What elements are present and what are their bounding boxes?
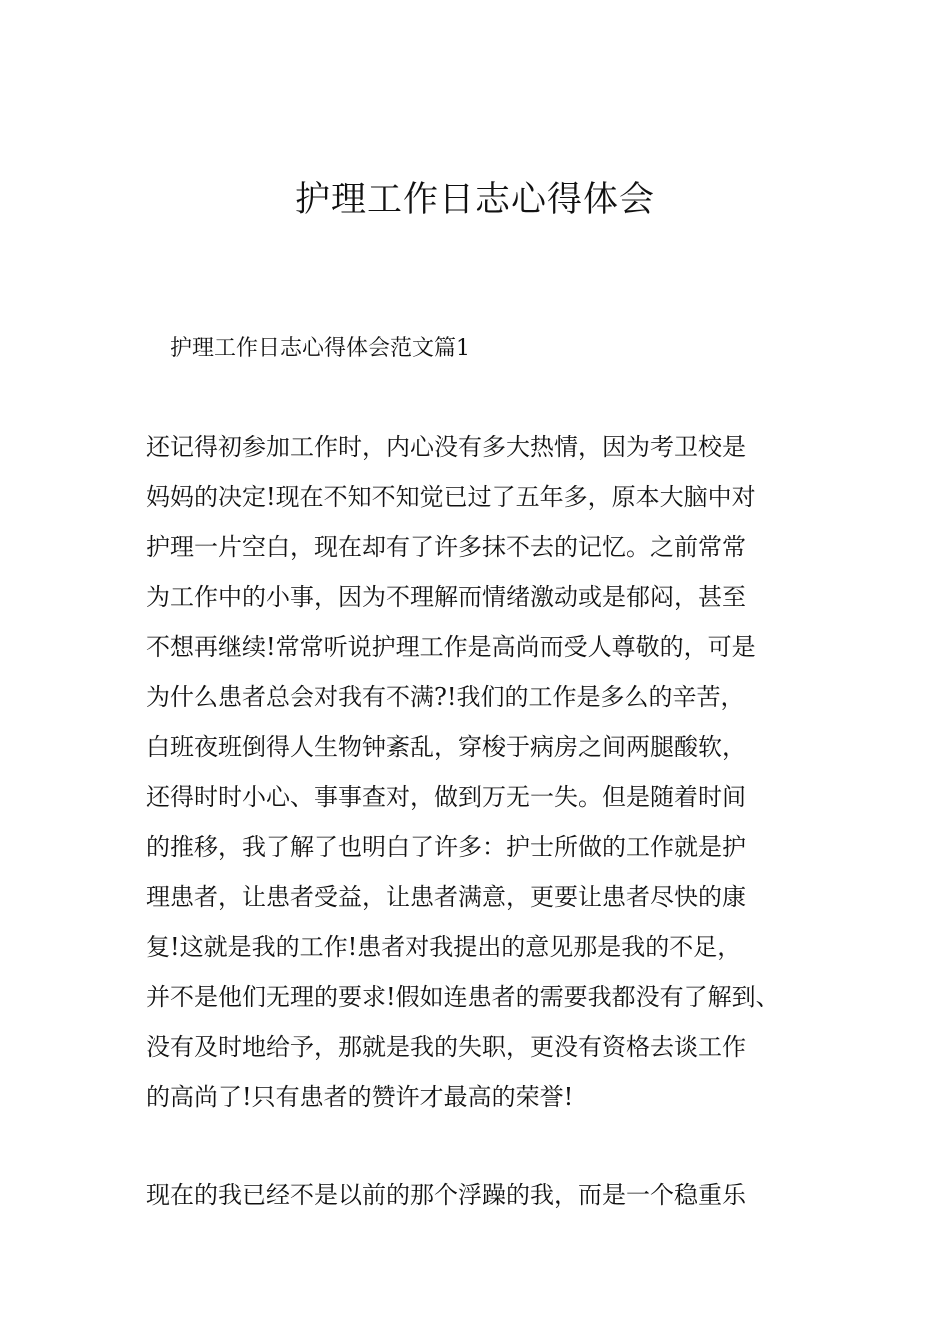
paragraph-line: 还得时时小心、事事查对，做到万无一失。但是随着时间 [146,783,746,811]
paragraph-line: 护理一片空白，现在却有了许多抹不去的记忆。之前常常 [146,533,746,561]
paragraph-1 [146,422,826,1122]
paragraph-line: 没有及时地给予，那就是我的失职，更没有资格去谈工作 [146,1033,746,1061]
paragraph-line: 的高尚了!只有患者的赞许才最高的荣誉! [146,1083,574,1111]
paragraph-line: 为工作中的小事，因为不理解而情绪激动或是郁闷，甚至 [146,583,746,611]
paragraph-line: 妈妈的决定!现在不知不知觉已过了五年多，原本大脑中对 [146,483,756,511]
paragraph-line: 的推移，我了解了也明白了许多：护士所做的工作就是护 [146,833,746,861]
section-heading: 护理工作日志心得体会范文篇1 [170,336,470,361]
document-title: 护理工作日志心得体会 [294,180,655,220]
paragraph-line: 不想再继续!常常听说护理工作是高尚而受人尊敬的，可是 [146,633,756,661]
paragraph-line: 还记得初参加工作时，内心没有多大热情，因为考卫校是 [146,433,746,461]
paragraph-line: 为什么患者总会对我有不满?!我们的工作是多么的辛苦， [146,683,745,711]
paragraph-line: 现在的我已经不是以前的那个浮躁的我，而是一个稳重乐 [146,1181,746,1209]
paragraph-line: 复!这就是我的工作!患者对我提出的意见那是我的不足， [146,933,742,961]
paragraph-line: 白班夜班倒得人生物钟紊乱，穿梭于病房之间两腿酸软， [146,733,746,761]
paragraph-2 [146,1170,826,1220]
paragraph-line: 并不是他们无理的要求!假如连患者的需要我都没有了解到、 [146,983,780,1011]
paragraph-line: 理患者，让患者受益，让患者满意，更要让患者尽快的康 [146,883,746,911]
